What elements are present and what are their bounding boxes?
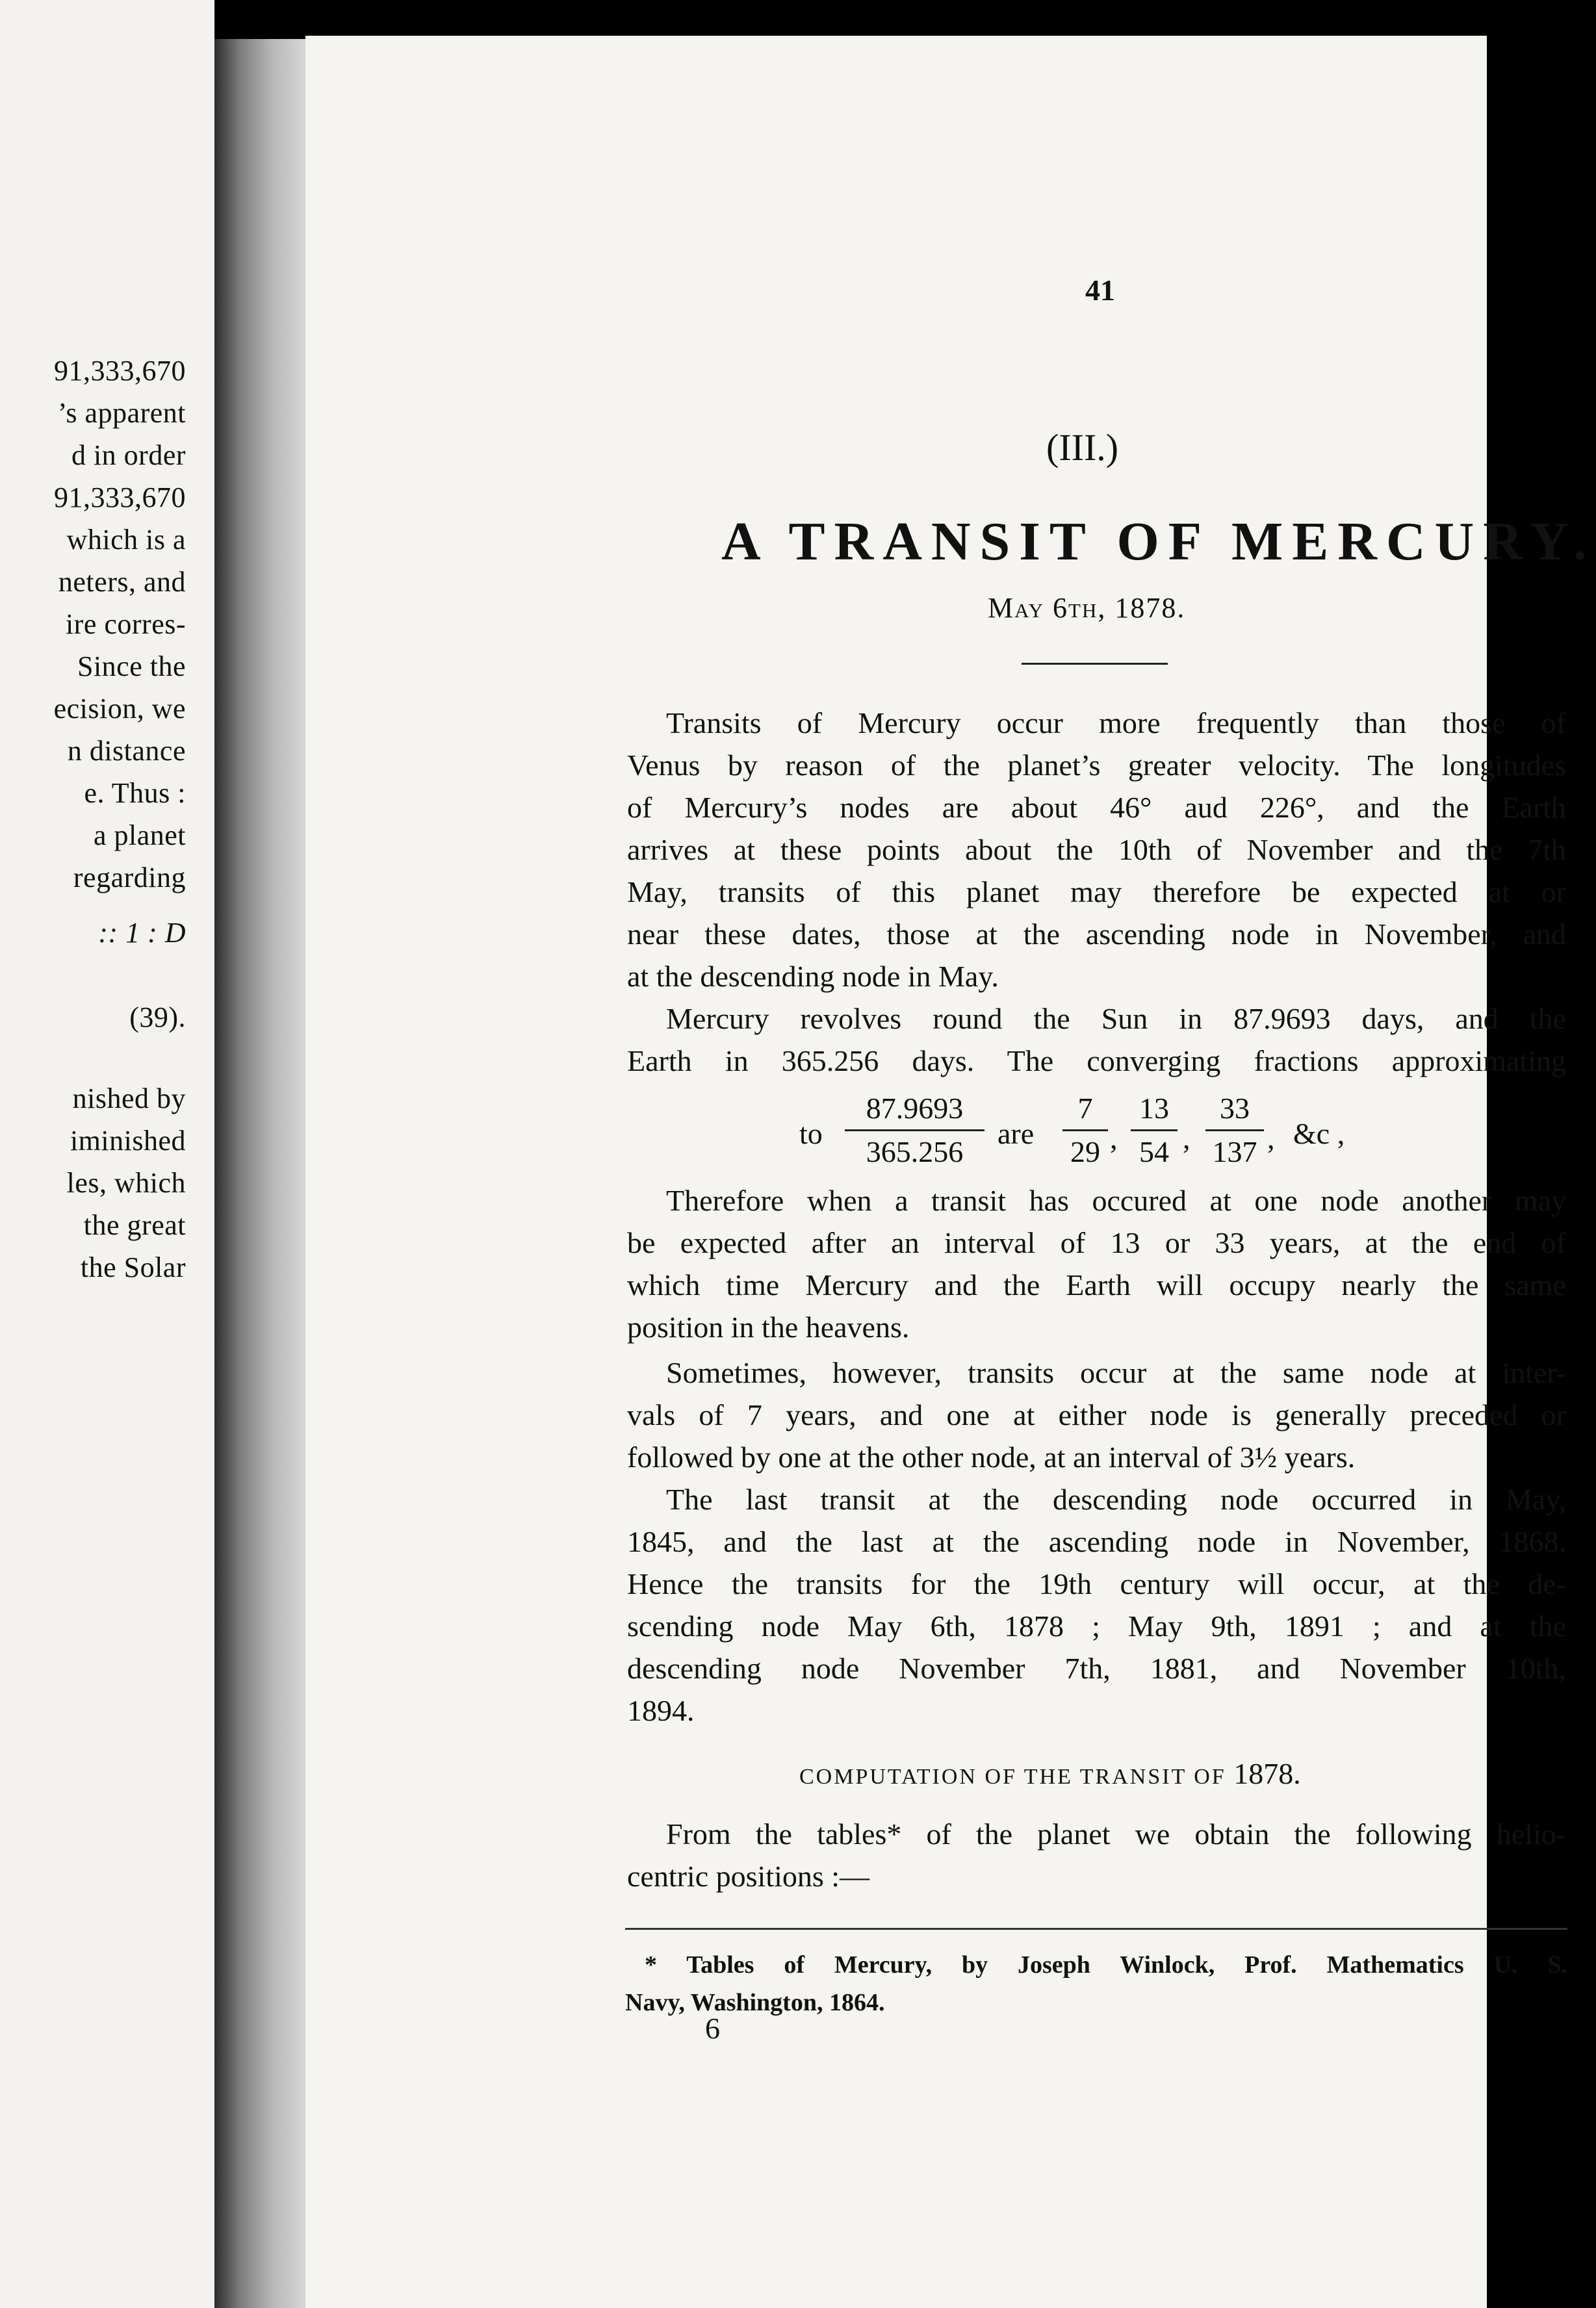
facing-page-line: :: 1 : D	[98, 917, 186, 949]
approximant-numerator: 13	[1139, 1092, 1169, 1125]
text-line: Hence the transits for the 19th century will occur, at the de-	[627, 1567, 1566, 1600]
approximant-denominator: 54	[1139, 1135, 1169, 1168]
facing-page-line: Since the	[77, 650, 186, 682]
footnote-line: * Tables of Mercury, by Joseph Winlock, Prof. Mathematics U. S.	[645, 1951, 1567, 1979]
text-line: From the tables* of the planet we obtain the following helio-	[666, 1817, 1566, 1851]
facing-page-line: ecision, we	[53, 693, 186, 724]
approximant-fraction	[1131, 1090, 1178, 1170]
approximant-denominator: 29	[1070, 1135, 1100, 1168]
paragraph-intro	[627, 702, 1566, 997]
text-line: 1845, and the last at the ascending node in November, 1868.	[627, 1525, 1566, 1558]
text-line: Therefore when a transit has occured at one node another may	[666, 1184, 1566, 1217]
title-rule	[1022, 663, 1168, 665]
facing-page-line: (39).	[129, 1001, 186, 1033]
approximant-denominator: 137	[1212, 1135, 1257, 1168]
paragraph-interval	[627, 1179, 1566, 1348]
facing-page-line: nished by	[72, 1083, 186, 1114]
facing-page-line: 91,333,670	[54, 355, 186, 387]
facing-page-line: neters, and	[58, 566, 186, 598]
facing-page-line: les, which	[66, 1167, 186, 1199]
main-fraction-denominator: 365.256	[866, 1135, 964, 1168]
footnote	[625, 1946, 1567, 2021]
footnote-rule	[625, 1928, 1567, 1930]
text-line: be expected after an interval of 13 or 33 years, at the end of	[627, 1226, 1566, 1259]
main-fraction	[845, 1090, 985, 1170]
facing-page-line: regarding	[73, 862, 186, 893]
footnote-line: Navy, Washington, 1864.	[625, 1989, 885, 2016]
text-line: at the descending node in May.	[627, 960, 999, 993]
text-line: Venus by reason of the planet’s greater velocity. The longitudes	[627, 749, 1566, 782]
text-line: followed by one at the other node, at an interval of 3½ years.	[627, 1441, 1356, 1474]
book-gutter-shadow	[214, 39, 312, 2308]
computation-heading-year: 1878.	[1233, 1757, 1301, 1790]
text-line: scending node May 6th, 1878 ; May 9th, 1891 ; and at the	[627, 1609, 1566, 1643]
fraction-to-label: to	[799, 1117, 823, 1150]
text-line: which time Mercury and the Earth will occupy nearly the same	[627, 1268, 1566, 1301]
approximant-fraction	[1062, 1090, 1108, 1170]
comma: ,	[1267, 1122, 1275, 1155]
text-line: descending node November 7th, 1881, and November 10th,	[627, 1652, 1566, 1685]
text-line: arrives at these points about the 10th of November and the 7th	[627, 833, 1566, 866]
signature-mark: 6	[705, 2012, 720, 2045]
text-line: Mercury revolves round the Sun in 87.9693 days, and the	[666, 1002, 1566, 1035]
text-line: Sometimes, however, transits occur at the same node at inter-	[666, 1356, 1566, 1389]
facing-page-line: e. Thus :	[84, 777, 186, 809]
facing-page-line: the Solar	[80, 1251, 186, 1283]
facing-page-line: 91,333,670	[54, 481, 186, 513]
approximant-fraction	[1205, 1090, 1264, 1170]
facing-page-line: a planet	[93, 819, 186, 851]
fraction-are-label: are	[997, 1117, 1035, 1150]
chapter-date: May 6th, 1878.	[988, 592, 1186, 624]
text-line: of Mercury’s nodes are about 46° aud 226°, and the Earth	[627, 791, 1566, 824]
comma: ,	[1110, 1122, 1118, 1155]
facing-page-line: ire corres-	[65, 608, 186, 640]
paragraph-last-transit	[627, 1478, 1566, 1732]
text-line: Transits of Mercury occur more frequently than those of	[666, 706, 1566, 739]
text-line: position in the heavens.	[627, 1311, 910, 1344]
computation-heading	[799, 1756, 1301, 1791]
computation-heading-text: COMPUTATION OF THE TRANSIT OF	[799, 1765, 1226, 1789]
fraction-bar	[1062, 1129, 1108, 1131]
facing-page-line: the great	[83, 1209, 186, 1241]
main-fraction-numerator: 87.9693	[866, 1092, 964, 1125]
paragraph-revolution	[627, 997, 1566, 1082]
text-line: vals of 7 years, and one at either node is generally preceded or	[627, 1398, 1566, 1431]
facing-page-line: which is a	[66, 524, 186, 556]
paragraph-sometimes	[627, 1352, 1566, 1478]
text-line: The last transit at the descending node occurred in May,	[666, 1483, 1566, 1516]
comma: ,	[1183, 1122, 1191, 1155]
text-line: May, transits of this planet may therefore be expected at or	[627, 875, 1566, 908]
text-line: centric positions :—	[627, 1860, 870, 1893]
approximant-numerator: 33	[1220, 1092, 1250, 1125]
facing-page	[0, 0, 214, 2308]
fraction-bar	[1205, 1129, 1264, 1131]
fraction-bar	[1131, 1129, 1178, 1131]
facing-page-line: d in order	[71, 439, 186, 471]
text-line: Earth in 365.256 days. The converging fractions approximating	[627, 1044, 1566, 1077]
converging-fractions	[799, 1085, 1449, 1183]
section-number: (III.)	[1046, 426, 1119, 468]
approximant-numerator: 7	[1077, 1092, 1093, 1125]
chapter-title: A TRANSIT OF MERCURY.	[721, 511, 1596, 572]
text-line: 1894.	[627, 1694, 695, 1727]
facing-page-line: iminished	[70, 1125, 186, 1157]
etc-mark: &c ,	[1293, 1117, 1345, 1150]
paragraph-tables	[627, 1813, 1566, 1897]
page-number: 41	[1085, 274, 1115, 307]
facing-page-line: n distance	[67, 735, 186, 767]
book-page	[305, 36, 1596, 2308]
text-line: near these dates, those at the ascending node in November, and	[627, 917, 1566, 951]
facing-page-line: ’s apparent	[57, 397, 186, 429]
fraction-bar	[845, 1129, 985, 1131]
